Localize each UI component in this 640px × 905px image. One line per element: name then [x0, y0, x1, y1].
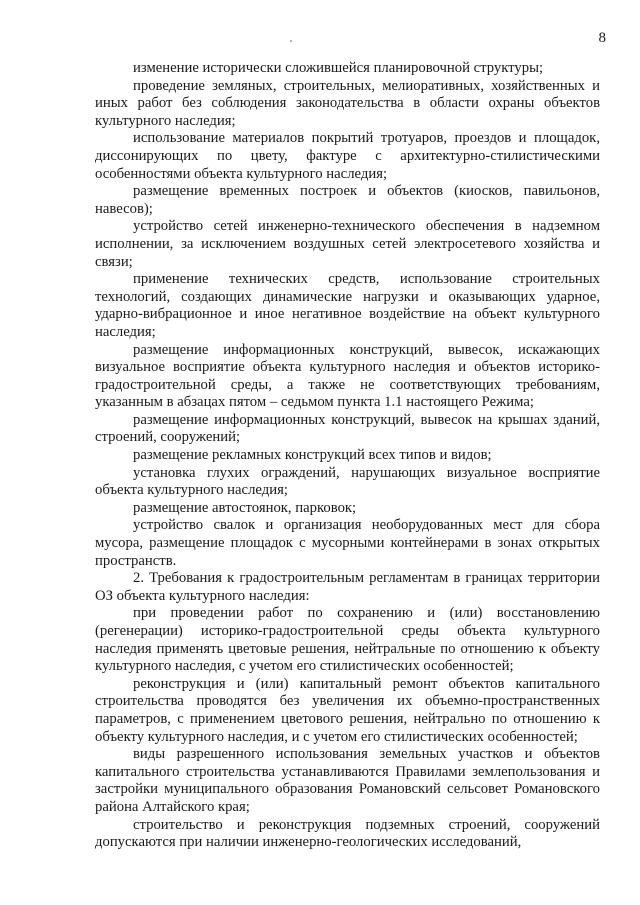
paragraph: размещение временных построек и объектов (киосков, павильонов, навесов);	[95, 183, 600, 217]
paragraph: при проведении работ по сохранению и (или) восстановлению (регенерации) историко-градостроительной среды объекта культурного наследия применять цветовые решения, нейтральные по отношению к объекту культурного наследия, с учетом его стилистических особенностей;	[95, 605, 600, 675]
paragraph: применение технических средств, использование строительных технологий, создающих динамические нагрузки и оказывающих ударное, ударно-вибрационное и иное негативное воздействие на объект культурного наследия;	[95, 271, 600, 340]
page-number: 8	[598, 30, 606, 46]
scan-speck	[290, 40, 292, 42]
paragraph: устройство свалок и организация необорудованных мест для сбора мусора, размещение площадок с мусорными контейнерами в зонах открытых пространств.	[95, 517, 600, 569]
paragraph: размещение информационных конструкций, вывесок на крышах зданий, строений, сооружений;	[95, 411, 600, 446]
paragraph: изменение исторически сложившейся планировочной структуры;	[133, 60, 544, 76]
paragraph: виды разрешенного использования земельных участков и объектов капитального строительства устанавливаются Правилами землепользования и застройки муниципального образования Романовский сельсовет Романовского района Алтайского края;	[95, 746, 600, 815]
paragraph: строительство и реконструкция подземных строений, сооружений допускаются при наличии инженерно-геологических исследований,	[95, 816, 600, 851]
section-heading-paragraph: 2. Требования к градостроительным регламентам в границах территории ОЗ объекта культурного наследия:	[95, 570, 600, 604]
paragraph: установка глухих ограждений, нарушающих визуальное восприятие объекта культурного наследия;	[95, 464, 600, 499]
document-body	[95, 60, 600, 852]
paragraph: размещение рекламных конструкций всех типов и видов;	[133, 447, 492, 464]
paragraph: использование материалов покрытий тротуаров, проездов и площадок, диссонирующих по цвету, фактуре с архитектурно-стилистическими особенностями объекта культурного наследия;	[95, 130, 600, 182]
paragraph: реконструкция и (или) капитальный ремонт объектов капитального строительства проводятся без увеличения их объемно-пространственных параметров, с применением цветового решения, нейтрально по отношению к объекту культурного наследия, и с учетом его стилистических особенностей;	[95, 675, 600, 745]
paragraph: устройство сетей инженерно-технического обеспечения в надземном исполнении, за исключением воздушных сетей электросетевого хозяйства и связи;	[95, 218, 600, 270]
paragraph: размещение автостоянок, парковок;	[133, 499, 357, 516]
paragraph: размещение информационных конструкций, вывесок, искажающих визуальное восприятие объекта культурного наследия и объектов историко-градостроительной среды, а также не соответствующих требованиям, указанным в абзацах пятом – седьмом пункта 1.1 настоящего Режима;	[95, 341, 600, 411]
paragraph: проведение земляных, строительных, мелиоративных, хозяйственных и иных работ без соблюдения законодательства в области охраны объектов культурного наследия;	[95, 77, 600, 129]
